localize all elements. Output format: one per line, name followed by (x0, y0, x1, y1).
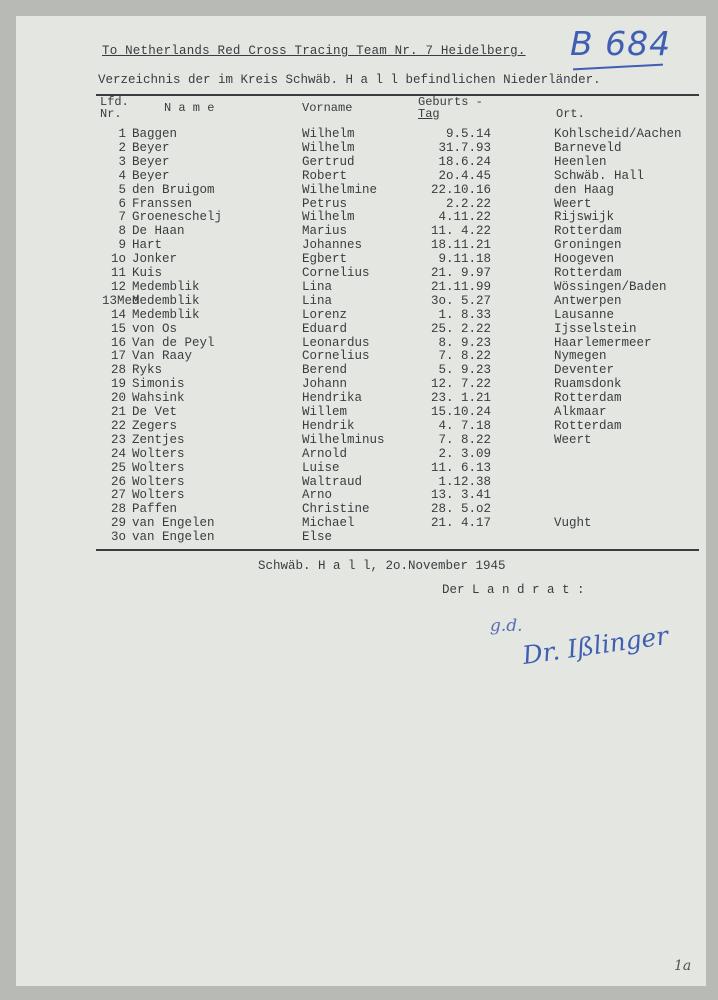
row-ort: Rotterdam (554, 391, 622, 406)
row-ort: Nymegen (554, 349, 607, 364)
table-bottom-rule (96, 549, 699, 551)
row-name: Jonker (132, 252, 178, 267)
document-title: To Netherlands Red Cross Tracing Team Nr. 7 Heidelberg. (102, 44, 526, 58)
header-top-rule (96, 94, 699, 96)
row-geburtstag: 7. 8.22 (438, 349, 491, 364)
row-ort: Weert (554, 196, 592, 211)
table-row (16, 337, 706, 351)
table-row (16, 267, 706, 281)
row-vorname: Petrus (302, 196, 348, 211)
row-name: De Haan (132, 224, 185, 239)
row-ort: Vught (554, 516, 592, 531)
row-name: Medemblik (132, 293, 200, 308)
row-number: 16 (110, 335, 126, 350)
row-ort: Ijsselstein (554, 321, 637, 336)
table-row (16, 503, 706, 517)
table-row (16, 323, 706, 337)
page-mark: 1a (674, 958, 692, 974)
row-geburtstag: 2.2.22 (445, 196, 491, 211)
row-name: Baggen (132, 127, 178, 141)
table-row (16, 448, 706, 462)
table-row (16, 517, 706, 531)
row-number: 24 (110, 446, 126, 461)
row-number: 11 (110, 266, 126, 280)
row-ort: Rotterdam (554, 224, 622, 239)
header-geburtstag-line2: Tag (418, 107, 440, 121)
handwritten-reference-number: B 684 (570, 24, 672, 63)
row-ort: Antwerpen (554, 293, 622, 308)
table-row (16, 128, 706, 142)
row-geburtstag: 21.11.99 (430, 279, 491, 294)
row-name: Beyer (132, 154, 170, 169)
row-ort: Weert (554, 432, 592, 447)
row-vorname: Egbert (302, 252, 348, 267)
row-number: 21 (110, 405, 126, 419)
row-vorname: Hendrik (302, 418, 355, 433)
row-geburtstag: 15.10.24 (430, 405, 491, 419)
row-ort: Deventer (554, 363, 615, 378)
table-row (16, 239, 706, 253)
row-geburtstag: 18.6.24 (438, 154, 491, 169)
handwritten-underline (573, 64, 663, 71)
row-name: Zegers (132, 418, 178, 433)
table-row (16, 142, 706, 156)
row-geburtstag: 4. 7.18 (438, 418, 491, 433)
table-row (16, 253, 706, 267)
row-number: 28 (110, 502, 126, 517)
row-vorname: Marius (302, 224, 348, 239)
table-row (16, 281, 706, 295)
row-ort: Lausanne (554, 307, 615, 322)
row-geburtstag: 11. 6.13 (430, 460, 491, 475)
table-row (16, 476, 706, 490)
row-geburtstag: 28. 5.o2 (430, 502, 491, 517)
table-row (16, 309, 706, 323)
table-row (16, 364, 706, 378)
header-nr-line2: Nr. (100, 107, 122, 121)
table-row (16, 350, 706, 364)
row-name: Zentjes (132, 432, 185, 447)
table-row (16, 531, 706, 545)
row-geburtstag: 18.11.21 (430, 238, 491, 253)
row-vorname: Wilhelm (302, 210, 355, 225)
row-vorname: Michael (302, 516, 355, 531)
row-vorname: Arnold (302, 446, 348, 461)
row-number: 3 (118, 154, 126, 169)
row-vorname: Waltraud (302, 474, 363, 489)
row-number: 1o (110, 252, 126, 267)
row-number: 5 (118, 182, 126, 197)
row-vorname: Wilhelm (302, 140, 355, 155)
row-ort: Alkmaar (554, 405, 607, 419)
row-geburtstag: 25. 2.22 (430, 321, 491, 336)
row-number: 27 (110, 488, 126, 503)
row-vorname: Wilhelm (302, 127, 355, 141)
row-ort: Rotterdam (554, 266, 622, 280)
row-name: Medemblik (132, 307, 200, 322)
row-geburtstag: 4.11.22 (438, 210, 491, 225)
row-vorname: Eduard (302, 321, 348, 336)
row-geburtstag: 1.12.38 (438, 474, 491, 489)
row-name: von Os (132, 321, 178, 336)
row-number: 8 (118, 224, 126, 239)
row-geburtstag: 21. 4.17 (430, 516, 491, 531)
row-number: 17 (110, 349, 126, 364)
row-number: 20 (110, 391, 126, 406)
header-geburtstag-line1: Geburts - (418, 95, 483, 109)
row-vorname: Luise (302, 460, 340, 475)
table-row (16, 225, 706, 239)
row-name: De Vet (132, 405, 178, 419)
row-name: Beyer (132, 168, 170, 183)
row-vorname: Lorenz (302, 307, 348, 322)
row-vorname: Wilhelmine (302, 182, 378, 197)
row-name: Wolters (132, 460, 185, 475)
table-row (16, 392, 706, 406)
row-number: 22 (110, 418, 126, 433)
header-name: N a m e (164, 101, 215, 115)
row-geburtstag: 21. 9.97 (430, 266, 491, 280)
row-geburtstag: 9.5.14 (445, 127, 491, 141)
row-name: Ryks (132, 363, 163, 378)
row-number: 14 (110, 307, 126, 322)
signatory-title: Der L a n d r a t : (442, 583, 585, 597)
row-vorname: Christine (302, 502, 370, 517)
row-geburtstag: 31.7.93 (438, 140, 491, 155)
row-number: 19 (110, 377, 126, 392)
handwritten-gez: g.d. (490, 616, 523, 636)
row-name: Groeneschelj (132, 210, 223, 225)
row-name: Simonis (132, 377, 185, 392)
row-number: 28 (110, 363, 126, 378)
row-ort: Groningen (554, 238, 622, 253)
row-number: 9 (118, 238, 126, 253)
row-ort: den Haag (554, 182, 615, 197)
row-number: 15 (110, 321, 126, 336)
row-vorname: Hendrika (302, 391, 363, 406)
row-name: van Engelen (132, 530, 215, 545)
header-ort: Ort. (556, 107, 585, 121)
row-vorname: Johann (302, 377, 348, 392)
table-row (16, 420, 706, 434)
table-row (16, 406, 706, 420)
row-number: 23 (110, 432, 126, 447)
row-vorname: Gertrud (302, 154, 355, 169)
table-row (16, 295, 706, 309)
row-number: 4 (118, 168, 126, 183)
row-vorname: Wilhelminus (302, 432, 385, 447)
row-ort: Haarlemermeer (554, 335, 652, 350)
row-ort: Rijswijk (554, 210, 615, 225)
handwritten-signature: Dr. Ißlinger (520, 620, 670, 671)
row-geburtstag: 2. 3.09 (438, 446, 491, 461)
document-subtitle: Verzeichnis der im Kreis Schwäb. H a l l befindlichen Niederländer. (98, 73, 601, 87)
row-number: 7 (118, 210, 126, 225)
row-vorname: Else (302, 530, 333, 545)
table-row (16, 211, 706, 225)
table-row (16, 378, 706, 392)
table-row (16, 198, 706, 212)
row-geburtstag: 11. 4.22 (430, 224, 491, 239)
row-name: Van de Peyl (132, 335, 215, 350)
row-name: Wolters (132, 488, 185, 503)
row-name: Wahsink (132, 391, 185, 406)
row-geburtstag: 23. 1.21 (430, 391, 491, 406)
row-name: Paffen (132, 502, 178, 517)
row-geburtstag: 8. 9.23 (438, 335, 491, 350)
row-geburtstag: 22.10.16 (430, 182, 491, 197)
table-row (16, 434, 706, 448)
row-number: 6 (118, 196, 126, 211)
row-name: Franssen (132, 196, 193, 211)
row-name: Beyer (132, 140, 170, 155)
table-row (16, 489, 706, 503)
row-number: 1 (118, 127, 126, 141)
row-ort: Kohlscheid/Aachen (554, 127, 682, 141)
row-geburtstag: 5. 9.23 (438, 363, 491, 378)
row-name: Wolters (132, 474, 185, 489)
row-ort: Schwäb. Hall (554, 168, 645, 183)
row-name: Hart (132, 238, 163, 253)
row-number: 12 (110, 279, 126, 294)
row-number: 25 (110, 460, 126, 475)
row-name: Van Raay (132, 349, 193, 364)
row-geburtstag: 3o. 5.27 (430, 293, 491, 308)
table-row (16, 156, 706, 170)
row-vorname: Arno (302, 488, 333, 503)
row-vorname: Berend (302, 363, 348, 378)
row-number: 3o (110, 530, 126, 545)
row-vorname: Cornelius (302, 266, 370, 280)
row-number: 13Med (102, 293, 140, 308)
row-ort: Wössingen/Baden (554, 279, 667, 294)
header-vorname: Vorname (302, 101, 353, 115)
row-vorname: Johannes (302, 238, 363, 253)
row-geburtstag: 2o.4.45 (438, 168, 491, 183)
row-geburtstag: 12. 7.22 (430, 377, 491, 392)
row-vorname: Cornelius (302, 349, 370, 364)
row-geburtstag: 13. 3.41 (430, 488, 491, 503)
row-ort: Hoogeven (554, 252, 615, 267)
row-name: van Engelen (132, 516, 215, 531)
row-geburtstag: 9.11.18 (438, 252, 491, 267)
row-number: 2 (118, 140, 126, 155)
row-ort: Heenlen (554, 154, 607, 169)
row-number: 29 (110, 516, 126, 531)
row-vorname: Robert (302, 168, 348, 183)
row-name: Kuis (132, 266, 163, 280)
table-row (16, 462, 706, 476)
row-vorname: Lina (302, 293, 333, 308)
row-ort: Ruamsdonk (554, 377, 622, 392)
row-vorname: Lina (302, 279, 333, 294)
row-ort: Rotterdam (554, 418, 622, 433)
row-name: Wolters (132, 446, 185, 461)
row-number: 26 (110, 474, 126, 489)
row-vorname: Willem (302, 405, 348, 419)
table-row (16, 184, 706, 198)
row-ort: Barneveld (554, 140, 622, 155)
row-geburtstag: 1. 8.33 (438, 307, 491, 322)
row-geburtstag: 7. 8.22 (438, 432, 491, 447)
document-sheet (16, 16, 706, 986)
row-vorname: Leonardus (302, 335, 370, 350)
place-and-date: Schwäb. H a l l, 2o.November 1945 (258, 559, 506, 573)
row-name: den Bruigom (132, 182, 215, 197)
row-name: Medemblik (132, 279, 200, 294)
header-nr-line1: Lfd. (100, 95, 129, 109)
table-row (16, 170, 706, 184)
